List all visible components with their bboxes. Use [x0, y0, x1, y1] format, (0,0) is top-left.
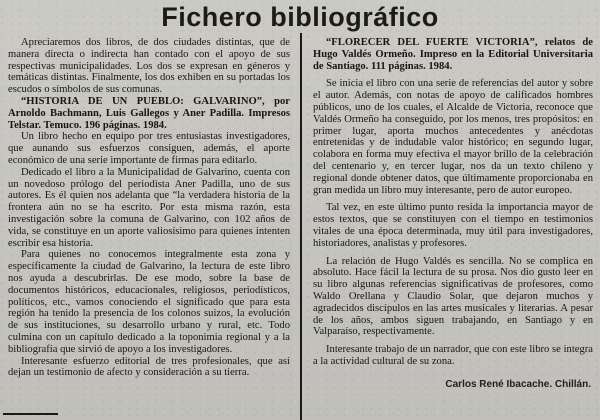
paragraph-intro: Apreciaremos dos libros, de dos ciudades distintas, que de manera directa o indirecta han contado con el apoyo de sus respectivas municipalidades. Los dos se expresan en géneros y temáticas distintas. Finalmente, los dos exhiben en su portadas los escudos o símbolos de sus comunas.: [8, 37, 290, 96]
clipping-bottom-edge-rule: [3, 413, 58, 415]
paragraph-review: Se inicia el libro con una serie de referencias del autor y sobre el autor. Además, con notas de apoyo de calificados hombres públicos, uno de los cuales, el Alcalde de Victoria, reconoce que Valdés Ormeño ha conseguido, por los menos, tres propósitos: en primer lugar, aporta muchos antecedentes y anécdotas entretenidas y de indudable valor histórico; en segundo lugar, colabora en forma muy efectiva el mayor brillo de la celebración del centenario y, en tercer lugar, nos da un texto chileno y regional donde obtener datos, que últimamente proporcionaba en gran medida un libro muy interesante, pero de autor europeo.: [313, 78, 593, 196]
book-reference-galvarino: “HISTORIA DE UN PUEBLO: GALVARINO”, por Arnoldo Bachmann, Luis Gallegos y Aner Padilla. Impresos Telstar. Temuco. 196 páginas. 1984.: [8, 95, 290, 131]
paragraph-review: Interesante esfuerzo editorial de tres profesionales, que así dejan un testimonio de afecto y consideración a su tierra.: [8, 355, 290, 379]
article-body: [0, 34, 600, 390]
paragraph-review: La relación de Hugo Valdés es sencilla. No se complica en absoluto. Hace fácil la lectura de su prosa. Nos dio gusto leer en su libro algunas referencias significativas de profesores, como Waldo Orellana y Claudio Solar, que dejaron muchos y agradecidos discípulos en las artes musicales y literarias. A pesar de los años, ambos siguen trabajando, en Santiago y en Valparaíso, respectivamente.: [313, 255, 593, 338]
left-column: [5, 37, 300, 390]
paragraph-review: Un libro hecho en equipo por tres entusiastas investigadores, que aunando sus esfuerzos consiguen, además, el aporte económico de una serie importante de firmas para editarlo.: [8, 131, 290, 166]
paragraph-review: Interesante trabajo de un narrador, que con este libro se integra a la actividad cultural de su zona.: [313, 344, 593, 367]
article-title: Fichero bibliográfico: [161, 2, 439, 32]
paragraph-review: Tal vez, en este último punto resida la importancia mayor de estos textos, que se constituyen con el tiempo en testimonios vitales de una época determinada, muy útil para investigadores, historiadores, analistas y profesores.: [313, 202, 593, 249]
paragraph-review: Para quienes no conocemos integralmente esta zona y específicamente la ciudad de Galvarino, la lectura de este libro nos ayuda a descubrirlas. De ese modo, sobre la base de documentos históricos, educacionales, religiosos, periodísticos, políticos, etc., vamos conociendo el significado que para esta región ha tenido la presencia de los colonos suizos, la evolución de sus instituciones, su desarrollo urbano y rural, etc. Todo culmina con un capítulo dedicado a la toponimia regional y a la bibliografía que sirvió de apoyo a los investigadores.: [8, 249, 290, 355]
author-byline: Carlos René Ibacache. Chillán.: [445, 378, 591, 390]
right-column: [300, 37, 595, 390]
paragraph-review: Dedicado el libro a la Municipalidad de Galvarino, cuenta con un novedoso prólogo del periodista Aner Padilla, uno de sus autores. Es él quien nos adelanta que “la verdadera historia de la frontera aún no se ha escrito. Por esta misma razón, esta investigación sobre la comuna de Galvarino, con 102 años de vida, se constituye en un aporte valiosísimo para quienes intenten escribir esa historia.: [8, 166, 290, 249]
book-reference-victoria: “FLORECER DEL FUERTE VICTORIA”, relatos de Hugo Valdés Ormeño. Impreso en la Editorial Universitaria de Santiago. 111 páginas. 1984.: [313, 37, 593, 72]
